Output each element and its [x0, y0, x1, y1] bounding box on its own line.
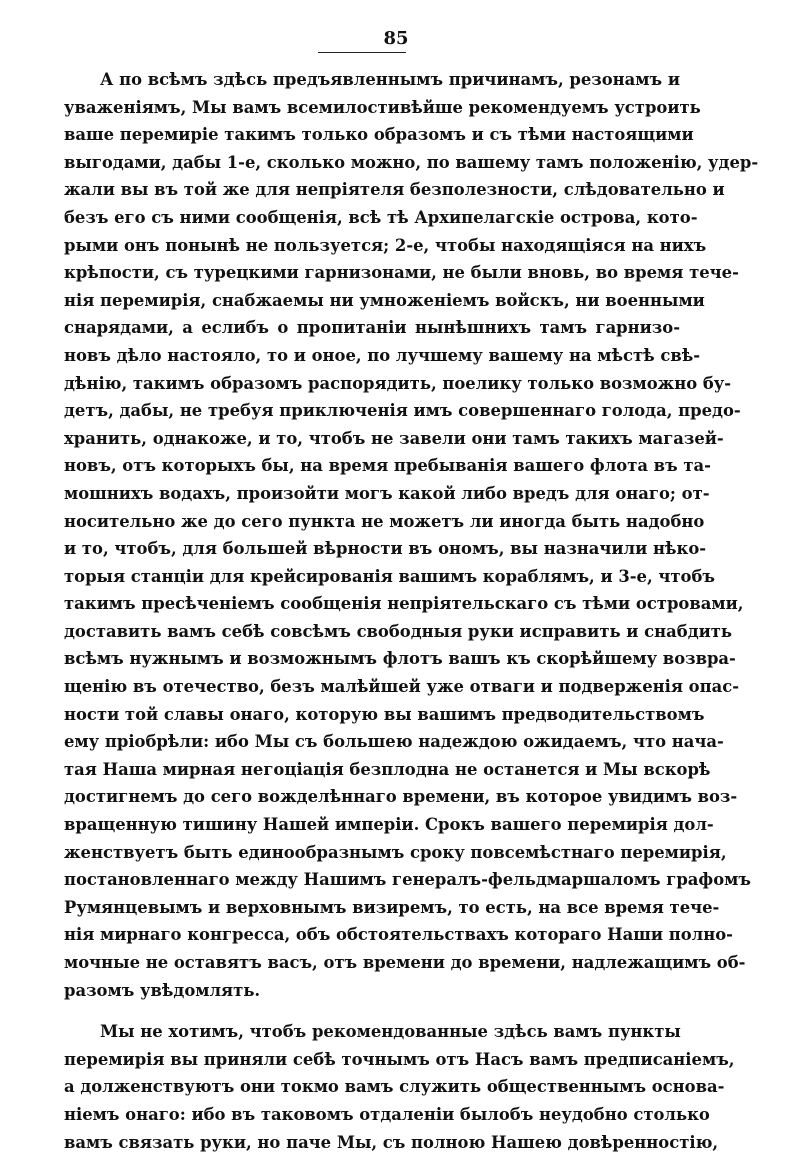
text-line: перемирія вы приняли себѣ точнымъ отъ Насъ вамъ предписаніемъ, — [64, 1049, 735, 1069]
text-line: дѣнію, такимъ образомъ распорядить, поелику только возможно бу- — [64, 373, 732, 393]
text-line: вращенную тишину Нашей имперіи. Срокъ вашего перемирія дол- — [64, 815, 714, 835]
text-line: ваше перемиріе такимъ только образомъ и съ тѣми настоящими — [64, 125, 694, 145]
text-line: ности той славы онаго, которую вы вашимъ предводительствомъ — [64, 704, 705, 724]
text-line: женствуетъ быть единообразнымъ сроку повсемѣстнаго перемирія, — [64, 842, 727, 862]
text-line: безъ его съ ними сообщенія, всѣ тѣ Архипелагскіе острова, кото- — [64, 207, 698, 227]
page-header — [0, 28, 792, 50]
text-line: доставить вамъ себѣ совсѣмъ свободныя руки исправить и снабдить — [64, 621, 733, 641]
text-line: ему пріобрѣли: ибо Мы съ большею надеждою ожидаемъ, что нача- — [64, 732, 724, 752]
paragraph-gap — [64, 1004, 680, 1018]
text-line: мочные не оставятъ васъ, отъ времени до времени, надлежащимъ об- — [64, 953, 746, 972]
text-line: ніемъ онаго: ибо въ таковомъ отдаленіи былобъ неудобно столько — [64, 1104, 710, 1124]
paragraph — [64, 66, 759, 1004]
text-line: достигнемъ до сего вожделѣннаго времени, въ которое увидимъ воз- — [64, 787, 738, 807]
text-line: щенію въ отечество, безъ малѣйшей уже отваги и подверженія опас- — [64, 677, 740, 697]
text-line: детъ, дабы, не требуя приключенія имъ совершеннаго голода, предо- — [64, 401, 741, 421]
text-line: а долженствуютъ они токмо вамъ служить общественнымъ основа- — [64, 1077, 725, 1097]
text-line: рыми онъ понынѣ не пользуется; 2-е, чтобы находящіяся на нихъ — [64, 235, 707, 255]
text-line: крѣпости, съ турецкими гарнизонами, не были вновь, во время тече- — [64, 263, 739, 283]
text-line: выгодами, дабы 1-е, сколько можно, по вашему тамъ положенію, удер- — [64, 152, 759, 172]
body-text — [64, 66, 759, 1156]
text-line: Румянцевымъ и верховнымъ визиремъ, то есть, на все время тече- — [64, 897, 720, 917]
text-line: Мы не хотимъ, чтобъ рекомендованные здѣсь вамъ пункты — [100, 1022, 681, 1042]
text-line: мошнихъ водахъ, произойти могъ какой либо вредъ для онаго; от- — [64, 483, 710, 503]
text-line: и то, чтобъ, для большей вѣрности въ ономъ, вы назначили нѣко- — [64, 539, 707, 559]
text-line: уваженіямъ, Мы вамъ всемилостивѣйше рекомендуемъ устроить — [64, 97, 701, 117]
text-line: А по всѣмъ здѣсь предъявленнымъ причинамъ, резонамъ и — [100, 70, 680, 89]
paragraph — [64, 1018, 735, 1156]
text-line: тая Наша мирная негоціація безплодна не останется и Мы вскорѣ — [64, 759, 711, 779]
text-line: хранить, однакоже, и то, чтобъ не завели они тамъ такихъ магазей- — [64, 428, 724, 448]
header-rule — [318, 52, 406, 53]
text-line: вамъ связать руки, но паче Мы, съ полною Нашею довѣренностію, — [64, 1132, 719, 1152]
text-line: новъ дѣло настояло, то и оное, по лучшему вашему на мѣстѣ свѣ- — [64, 345, 701, 365]
text-line: новъ, отъ которыхъ бы, на время пребыванія вашего флота въ та- — [64, 456, 711, 476]
text-line: нія мирнаго конгресса, объ обстоятельствахъ котораго Наши полно- — [64, 925, 733, 945]
text-line: носительно же до сего пункта не можетъ ли иногда быть надобно — [64, 511, 705, 531]
text-line: такимъ пресѣченіемъ сообщенія непріятельскаго съ тѣми островами, — [64, 594, 744, 614]
text-line: постановленнаго между Нашимъ генералъ-фельдмаршаломъ графомъ — [64, 870, 751, 890]
text-line: жали вы въ той же для непріятеля безполезности, слѣдовательно и — [64, 180, 725, 200]
text-line: снарядами, а еслибъ о пропитаніи нынѣшнихъ тамъ гарнизо- — [64, 318, 680, 338]
text-line: торыя станціи для крейсированія вашимъ кораблямъ, и 3-е, чтобъ — [64, 566, 715, 586]
page-number: 85 — [383, 28, 409, 49]
text-line: разомъ увѣдомлять. — [64, 980, 261, 1000]
text-line: всѣмъ нужнымъ и возможнымъ флотъ вашъ къ скорѣйшему возвра- — [64, 649, 736, 669]
text-line: нія перемирія, снабжаемы ни умноженіемъ войскъ, ни военными — [64, 290, 705, 310]
